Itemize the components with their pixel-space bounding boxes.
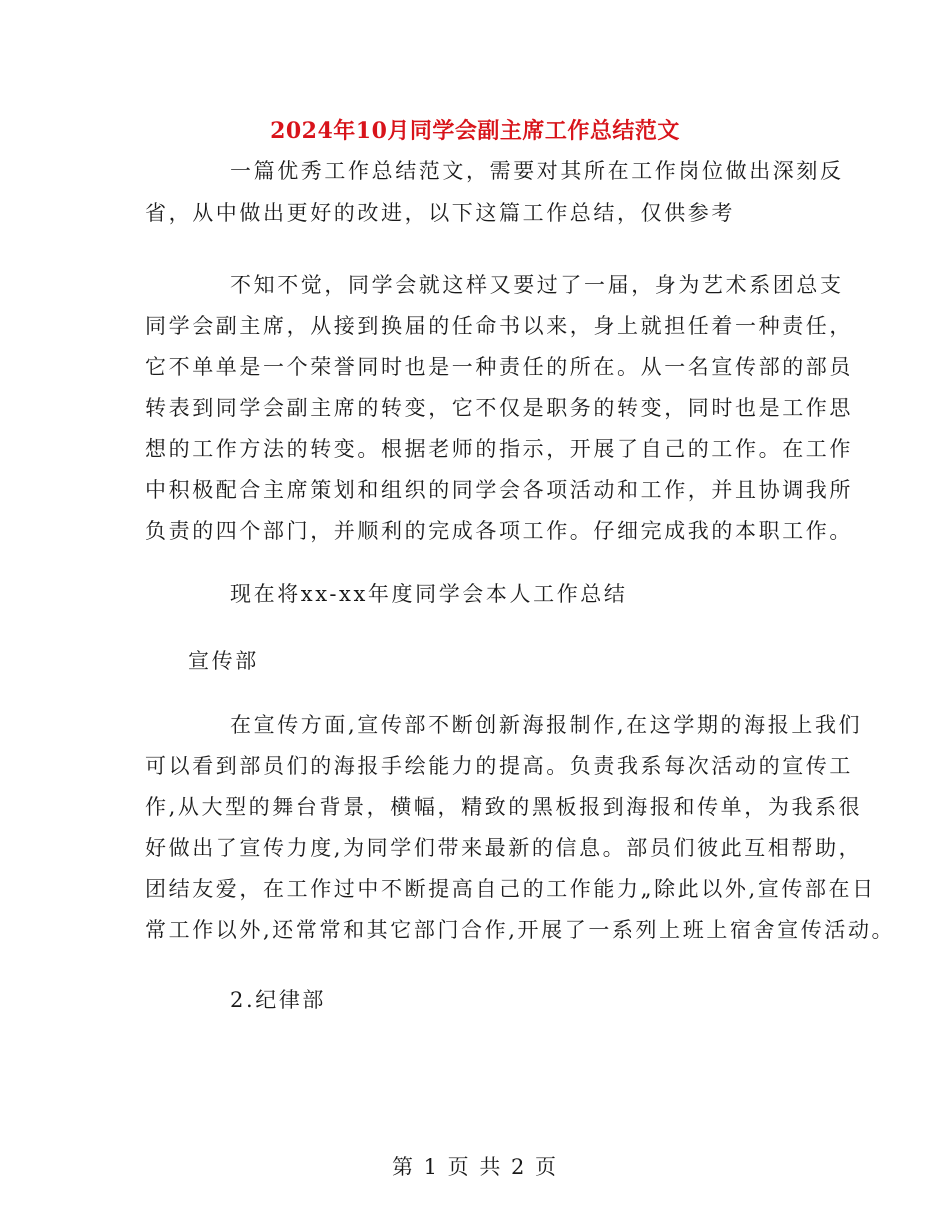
document-title: 2024年10月同学会副主席工作总结范文: [270, 118, 680, 144]
intro-line-1: 一篇优秀工作总结范文，需要对其所在工作岗位做出深刻反: [230, 159, 844, 183]
section-1-heading: 宣传部: [188, 649, 259, 673]
section-1-line-1: 在宣传方面,宣传部不断创新海报制作,在这学期的海报上我们: [230, 713, 863, 737]
section-1-line-4: 好做出了宣传力度,为同学们带来最新的信息。部员们彼此互相帮助，: [145, 836, 863, 860]
section-1-line-6: 常工作以外,还常常和其它部门合作,开展了一系列上班上宿舍宣传活动。: [145, 918, 896, 942]
paragraph-1-line-1: 不知不觉，同学会就这样又要过了一届，身为艺术系团总支: [230, 273, 844, 297]
paragraph-1-line-7: 负责的四个部门，并顺利的完成各项工作。仔细完成我的本职工作。: [145, 519, 853, 543]
page-number-footer: 第 1 页 共 2 页: [391, 1155, 559, 1179]
section-2-heading: 2.纪律部: [230, 988, 327, 1012]
paragraph-1-line-3: 它不单单是一个荣誉同时也是一种责任的所在。从一名宣传部的部员: [145, 355, 853, 379]
paragraph-1-line-5: 想的工作方法的转变。根据老师的指示，开展了自己的工作。在工作: [145, 437, 853, 461]
summary-line: 现在将xx-xx年度同学会本人工作总结: [230, 582, 628, 606]
intro-line-2: 省，从中做出更好的改进，以下这篇工作总结，仅供参考: [145, 201, 735, 225]
section-1-line-3: 作,从大型的舞台背景，横幅，精致的黑板报到海报和传单，为我系很: [145, 795, 863, 819]
section-1-line-5: 团结友爱，在工作过中不断提高自己的工作能力„除此以外,宣传部在日: [145, 877, 876, 901]
paragraph-1-line-4: 转表到同学会副主席的转变，它不仅是职务的转变，同时也是工作思: [145, 396, 853, 420]
section-1-line-2: 可以看到部员们的海报手绘能力的提高。负责我系每次活动的宣传工: [145, 754, 853, 778]
paragraph-1-line-6: 中积极配合主席策划和组织的同学会各项活动和工作，并且协调我所: [145, 478, 853, 502]
paragraph-1-line-2: 同学会副主席，从接到换届的任命书以来，身上就担任着一种责任，: [145, 314, 853, 338]
